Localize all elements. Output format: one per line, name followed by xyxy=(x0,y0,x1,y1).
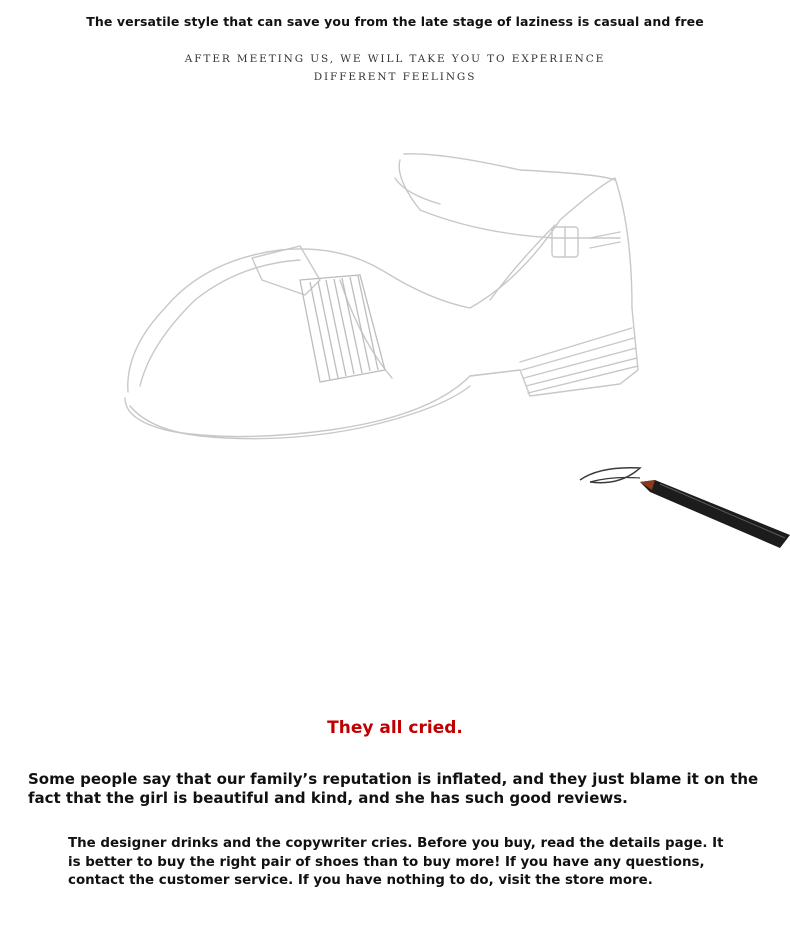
page-headline: The versatile style that can save you from the late stage of laziness is casual and free xyxy=(86,14,704,29)
designer-note-paragraph: The designer drinks and the copywriter cries. Before you buy, read the details page. It is better to buy the right pair of shoes than to buy more! If you have any questions, contact the customer service. If you have nothing to do, visit the store more. xyxy=(68,836,724,888)
subheading-line-1: AFTER MEETING US, WE WILL TAKE YOU TO EXPERIENCE xyxy=(184,53,606,65)
reputation-paragraph: Some people say that our family’s reputation is inflated, and they just blame it on the fact that the girl is beautiful and kind, and she has such good reviews. xyxy=(28,770,759,807)
sandal-sketch-illustration xyxy=(0,130,790,560)
emphasis-heading: They all cried. xyxy=(327,718,463,738)
subheading-line-2: DIFFERENT FEELINGS xyxy=(313,71,477,83)
pencil-icon xyxy=(580,468,790,548)
page-subheading xyxy=(0,50,790,86)
